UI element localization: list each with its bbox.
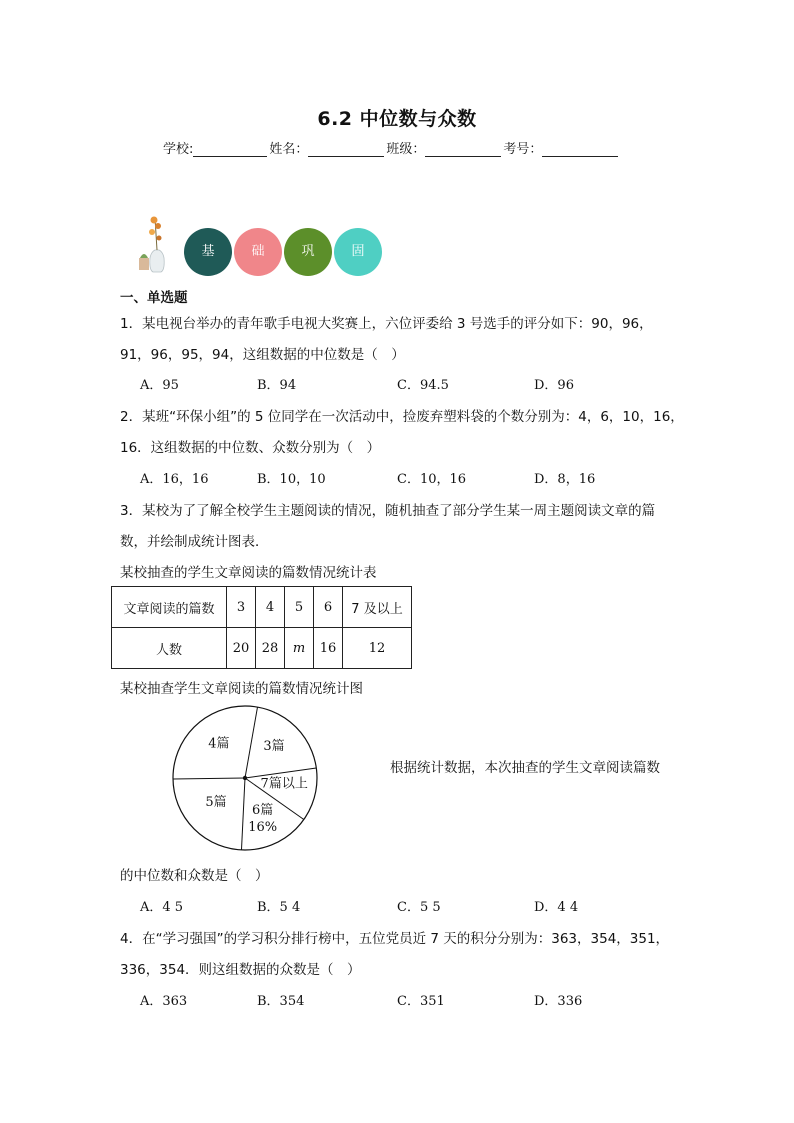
table-header-cell: 6 bbox=[314, 587, 343, 628]
table-header-row bbox=[112, 587, 412, 628]
q4-option-d[interactable]: D．336 bbox=[534, 994, 583, 1009]
q4-option-b[interactable]: B．354 bbox=[257, 994, 305, 1009]
q2-option-b[interactable]: B．10，10 bbox=[257, 472, 326, 487]
section-title: 一、单选题 bbox=[120, 290, 188, 306]
pie-caption: 某校抽查学生文章阅读的篇数情况统计图 bbox=[120, 681, 363, 697]
chart-side-text: 根据统计数据，本次抽查的学生文章阅读篇数 bbox=[390, 760, 660, 776]
q1-line1: 1．某电视台举办的青年歌手电视大奖赛上，六位评委给 3 号选手的评分如下：90，96， bbox=[120, 316, 653, 332]
q1-option-d[interactable]: D．96 bbox=[534, 378, 574, 393]
q1-line2: 91，96，95，94，这组数据的中位数是（ ） bbox=[120, 347, 405, 363]
q4-option-c[interactable]: C．351 bbox=[397, 994, 445, 1009]
q2-option-a[interactable]: A．16，16 bbox=[140, 472, 209, 487]
q2-option-c[interactable]: C．10，16 bbox=[397, 472, 467, 487]
page-title: 6.2 中位数与众数 bbox=[317, 108, 477, 130]
q3-option-c[interactable]: C．5 5 bbox=[397, 900, 441, 915]
exam-number-label: 考号： bbox=[503, 142, 543, 157]
name-field[interactable] bbox=[308, 142, 384, 157]
table-header-cell: 7 及以上 bbox=[343, 587, 412, 628]
banner-circle-4: 固 bbox=[334, 228, 382, 276]
pie-chart bbox=[165, 700, 325, 860]
table-cell: 20 bbox=[227, 628, 256, 669]
q2-option-d[interactable]: D．8，16 bbox=[534, 472, 596, 487]
q3-line1: 3．某校为了了解全校学生主题阅读的情况，随机抽查了部分学生某一周主题阅读文章的篇 bbox=[120, 503, 656, 519]
q1-option-a[interactable]: A．95 bbox=[140, 378, 179, 393]
table-cell: 12 bbox=[343, 628, 412, 669]
q1-option-c[interactable]: C．94.5 bbox=[397, 378, 449, 393]
class-field[interactable] bbox=[425, 142, 501, 157]
q4-line2: 336，354．则这组数据的众数是（ ） bbox=[120, 962, 361, 978]
banner-circle-3: 巩 bbox=[284, 228, 332, 276]
q4-option-a[interactable]: A．363 bbox=[140, 994, 188, 1009]
q3-option-d[interactable]: D．4 4 bbox=[534, 900, 579, 915]
table-cell: m bbox=[285, 628, 314, 669]
q3-line2: 数，并绘制成统计图表． bbox=[120, 534, 269, 550]
q3-line3: 的中位数和众数是（ ） bbox=[120, 868, 269, 884]
q2-line2: 16．这组数据的中位数、众数分别为（ ） bbox=[120, 440, 381, 456]
table-cell: 16 bbox=[314, 628, 343, 669]
banner-circle-2: 础 bbox=[234, 228, 282, 276]
q4-line1: 4．在“学习强国”的学习积分排行榜中，五位党员近 7 天的积分分别为：363，354，351， bbox=[120, 931, 670, 947]
table-caption: 某校抽查的学生文章阅读的篇数情况统计表 bbox=[120, 565, 377, 581]
pie-data-label: 16% bbox=[248, 820, 278, 836]
table-header-cell: 3 bbox=[227, 587, 256, 628]
pie-slice-label: 7篇以上 bbox=[260, 776, 308, 792]
table-cell: 人数 bbox=[112, 628, 227, 669]
pie-center-dot bbox=[243, 776, 247, 780]
table-cell: 28 bbox=[256, 628, 285, 669]
pie-slice-label: 3篇 bbox=[263, 738, 285, 754]
stats-table bbox=[111, 586, 412, 669]
school-label: 学校: bbox=[163, 142, 194, 157]
pie-slice-label: 4篇 bbox=[208, 736, 230, 752]
pie-slice-label: 5篇 bbox=[205, 795, 227, 811]
plant-vase-icon bbox=[137, 212, 177, 276]
q1-option-b[interactable]: B．94 bbox=[257, 378, 297, 393]
school-field[interactable] bbox=[193, 142, 267, 157]
pie-slice-label: 6篇 bbox=[252, 803, 274, 819]
table-header-cell: 5 bbox=[285, 587, 314, 628]
banner-circle-1: 基 bbox=[184, 228, 232, 276]
q3-option-b[interactable]: B．5 4 bbox=[257, 900, 301, 915]
student-info-line bbox=[163, 138, 620, 157]
exam-number-field[interactable] bbox=[542, 142, 618, 157]
table-header-cell: 文章阅读的篇数 bbox=[112, 587, 227, 628]
table-row bbox=[112, 628, 412, 669]
q3-option-a[interactable]: A．4 5 bbox=[140, 900, 184, 915]
name-label: 姓名： bbox=[269, 142, 309, 157]
q2-line1: 2．某班“环保小组”的 5 位同学在一次活动中，捡废弃塑料袋的个数分别为：4，6，10，16， bbox=[120, 409, 684, 425]
class-label: 班级： bbox=[386, 142, 426, 157]
table-header-cell: 4 bbox=[256, 587, 285, 628]
